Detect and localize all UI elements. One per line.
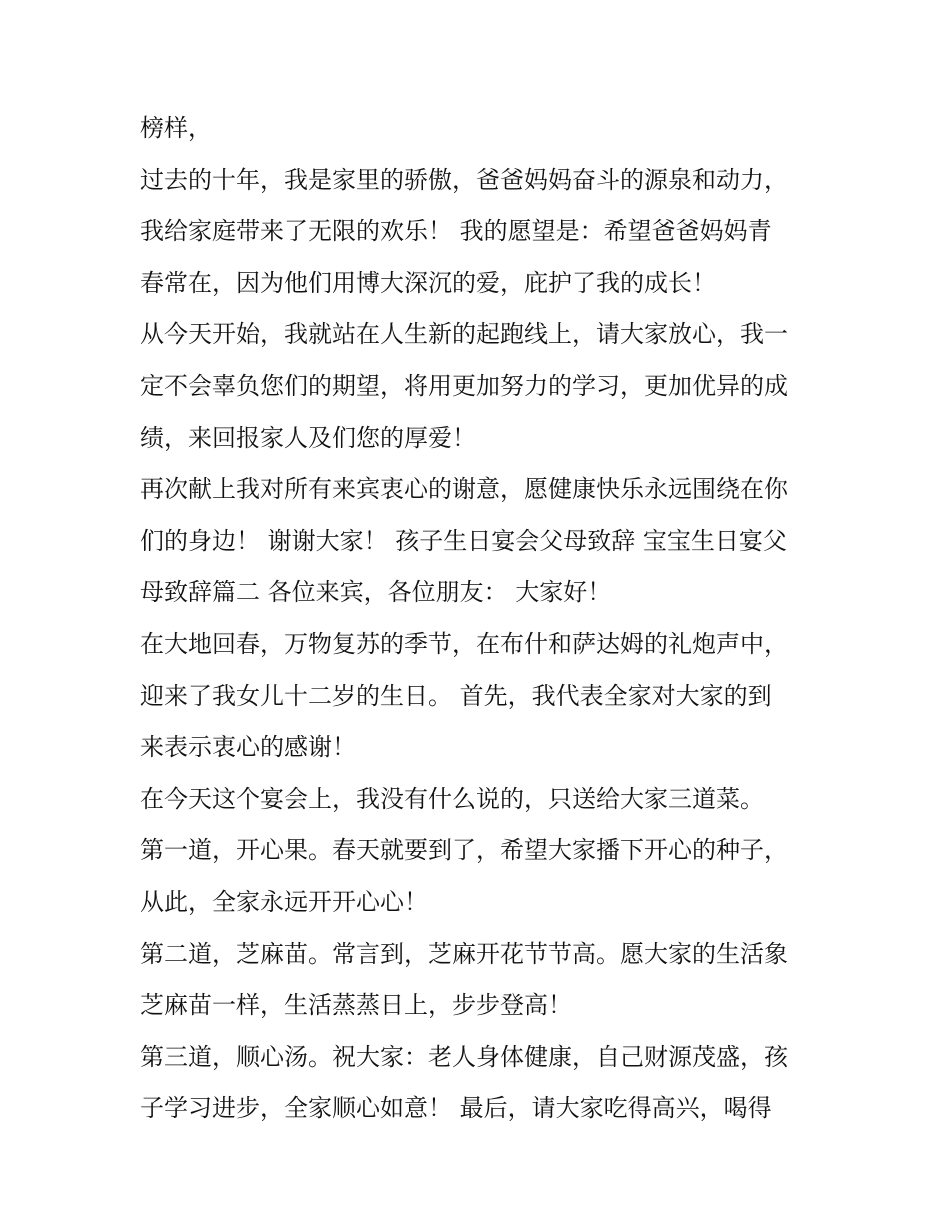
text-line: 第三道，顺心汤。祝大家：老人身体健康，自己财源茂盛，孩 xyxy=(140,1042,788,1071)
text-line: 在今天这个宴会上，我没有什么说的，只送给大家三道菜。 xyxy=(140,784,764,813)
text-line: 们的身边！ 谢谢大家！ 孩子生日宴会父母致辞 宝宝生日宴父 xyxy=(140,526,787,555)
text-line: 榜样， xyxy=(140,114,212,142)
text-line: 我给家庭带来了无限的欢乐！ 我的愿望是：希望爸爸妈妈青 xyxy=(140,217,772,246)
text-line: 来表示衷心的感谢！ xyxy=(140,733,356,762)
text-line: 在大地回春，万物复苏的季节，在布什和萨达姆的礼炮声中， xyxy=(140,629,788,658)
text-line: 绩，来回报家人及们您的厚爱！ xyxy=(140,423,476,452)
text-line: 定不会辜负您们的期望，将用更加努力的学习，更加优异的成 xyxy=(140,371,788,400)
text-line: 第一道，开心果。春天就要到了，希望大家播下开心的种子， xyxy=(140,836,788,865)
document-body xyxy=(140,103,820,1135)
text-line: 再次献上我对所有来宾衷心的谢意，愿健康快乐永远围绕在你 xyxy=(140,475,788,504)
text-line: 第二道，芝麻苗。常言到，芝麻开花节节高。愿大家的生活象 xyxy=(140,939,788,968)
text-line: 母致辞篇二 各位来宾，各位朋友： 大家好！ xyxy=(140,578,612,607)
text-line: 芝麻苗一样，生活蒸蒸日上，步步登高！ xyxy=(140,991,572,1020)
text-line: 子学习进步，全家顺心如意！ 最后，请大家吃得高兴，喝得 xyxy=(140,1094,772,1123)
text-line: 春常在，因为他们用博大深沉的爱，庇护了我的成长！ xyxy=(140,268,716,297)
text-line: 从此，全家永远开开心心！ xyxy=(140,887,428,916)
text-line: 过去的十年，我是家里的骄傲，爸爸妈妈奋斗的源泉和动力， xyxy=(140,165,788,194)
text-line: 从今天开始，我就站在人生新的起跑线上，请大家放心，我一 xyxy=(140,320,788,349)
text-line: 迎来了我女儿十二岁的生日。 首先，我代表全家对大家的到 xyxy=(140,681,772,710)
